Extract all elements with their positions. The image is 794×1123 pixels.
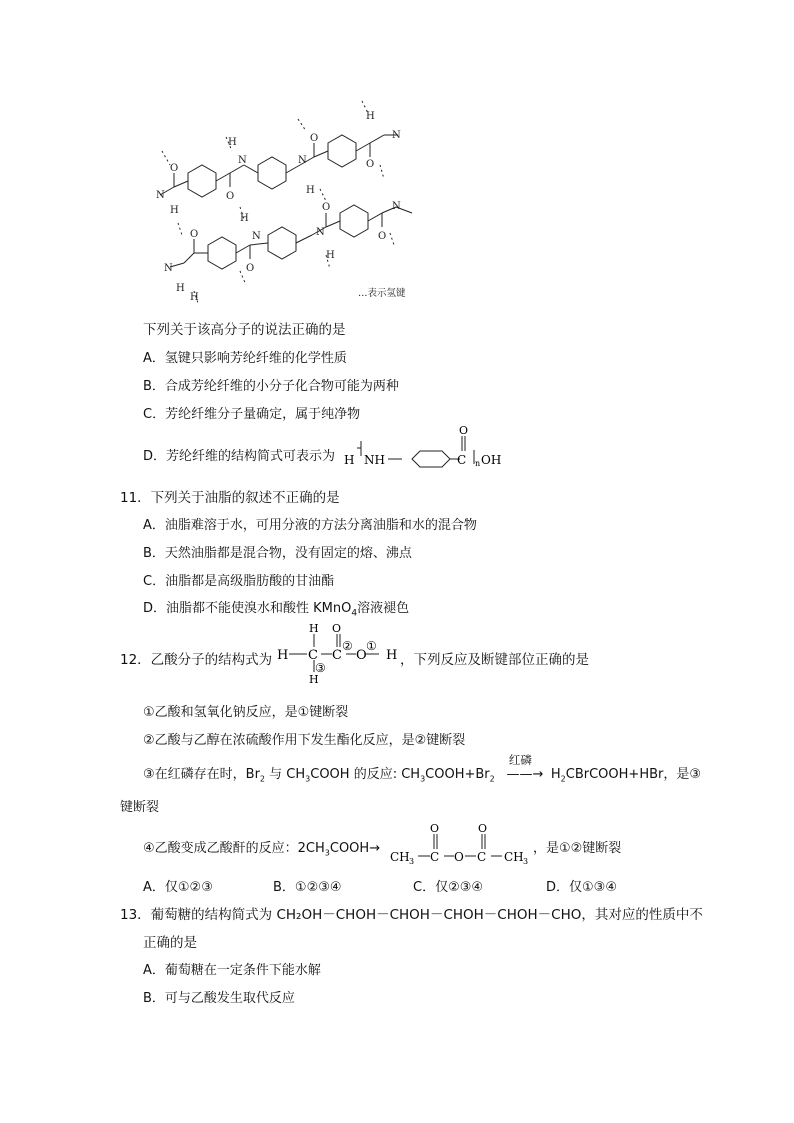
svg-text:N: N xyxy=(156,190,165,201)
aramid-structure-figure xyxy=(140,95,440,310)
q12-item-3: ③在红磷存在时，$Br_2$ 与 $CH_3COOH$ 的反应: $CH_3COOH+Br_2$ 红磷 ——→ $H_2CBrCOOH+HBr$，是③ xyxy=(143,753,702,784)
anh-c-right: C xyxy=(477,850,487,864)
q12-stem-pre: 12．乙酸分子的结构式为 xyxy=(120,652,273,668)
anh-sub-left: 3 xyxy=(409,857,415,866)
q12-item-3-b: 与 CH xyxy=(269,767,306,782)
q12-answer-c: C．仅②③④ xyxy=(413,880,484,895)
svg-text:N: N xyxy=(238,155,247,166)
q12-item-3-cont: 键断裂 xyxy=(120,800,160,815)
svg-text:H: H xyxy=(326,250,335,261)
q11-option-b: B．天然油脂都是混合物，没有固定的熔、沸点 xyxy=(143,546,412,561)
anh-sub-right: 3 xyxy=(523,857,529,866)
formula-nh: NH xyxy=(364,453,385,467)
svg-text:O: O xyxy=(190,229,199,240)
formula-c: C xyxy=(457,453,467,467)
q11-stem: 11．下列关于油脂的叙述不正确的是 xyxy=(120,490,340,506)
svg-text:N: N xyxy=(392,130,401,141)
q11-option-d-text: D．油脂都不能使溴水和酸性 KMnO xyxy=(143,601,352,616)
q13-option-a: A．葡萄糖在一定条件下能水解 xyxy=(143,963,321,978)
q13-stem: 13．葡萄糖的结构简式为 CH₂OH－CHOH－CHOH－CHOH－CHOH－CHO，其对应的性质中不 xyxy=(120,907,703,923)
struct-o-top: O xyxy=(332,622,342,635)
acetic-anhydride-structure xyxy=(388,822,536,868)
svg-text:N: N xyxy=(298,155,307,166)
struct-h-left: H xyxy=(277,648,289,663)
svg-text:H: H xyxy=(240,213,249,224)
svg-text:O: O xyxy=(366,159,375,170)
q12-item-4: ④乙酸变成乙酸酐的反应：$2CH_3COOH\to$ xyxy=(143,841,381,858)
svg-text:H: H xyxy=(170,205,179,216)
q11-option-a: A．油脂难溶于水，可用分液的方法分离油脂和水的混合物 xyxy=(143,518,477,533)
reaction-arrow: ——→ xyxy=(506,767,544,782)
q12-answer-b: B．①②③④ xyxy=(273,880,342,895)
q11-option-d xyxy=(143,597,409,619)
aramid-formula xyxy=(344,426,504,470)
svg-text:H: H xyxy=(228,137,237,148)
red-phosphorus-label: 红磷 xyxy=(508,753,532,767)
struct-o: O xyxy=(356,648,367,663)
svg-text:O: O xyxy=(378,231,387,242)
svg-text:O: O xyxy=(226,191,235,202)
anh-o-top-right: O xyxy=(478,822,488,835)
acetic-acid-structure xyxy=(276,622,402,684)
q12-item-1: ①乙酸和氢氧化钠反应，是①键断裂 xyxy=(143,705,349,720)
struct-c2: C xyxy=(332,648,342,663)
q12-item-4-post: ，是①②键断裂 xyxy=(533,841,622,856)
q12-answer-a: A．仅①②③ xyxy=(143,880,213,895)
struct-circle-3: ③ xyxy=(315,661,326,675)
formula-h: H xyxy=(344,453,355,467)
q12-answer-d: D．仅①③④ xyxy=(546,880,617,895)
struct-h-top: H xyxy=(309,622,319,635)
svg-text:O: O xyxy=(322,202,331,213)
q10-option-d: D．芳纶纤维的结构简式可表示为 xyxy=(143,449,336,464)
q12-stem-post: ，下列反应及断键部位正确的是 xyxy=(400,652,589,668)
anh-o-bridge: O xyxy=(454,850,464,864)
q10-stem: 下列关于该高分子的说法正确的是 xyxy=(143,322,346,338)
figure-legend: …表示氢键 xyxy=(358,288,406,299)
struct-c1: C xyxy=(308,648,318,663)
q11-option-d-post: 溶液褪色 xyxy=(357,601,410,616)
svg-text:H: H xyxy=(190,292,199,303)
q12-item-4-b: COOH→ xyxy=(329,841,381,856)
q10-option-b: B．合成芳纶纤维的小分子化合物可能为两种 xyxy=(143,379,399,394)
q10-option-a: A．氢键只影响芳纶纤维的化学性质 xyxy=(143,351,347,366)
q12-item-3-a: ③在红磷存在时，Br xyxy=(143,767,260,782)
q12-item-4-a: ④乙酸变成乙酸酐的反应：2CH xyxy=(143,841,325,856)
q12-item-3-c: COOH 的反应: CH xyxy=(310,767,421,782)
struct-h-bottom: H xyxy=(309,673,319,684)
q10-option-c: C．芳纶纤维分子量确定，属于纯净物 xyxy=(143,407,361,422)
svg-text:O: O xyxy=(310,133,319,144)
q12-item-3-f: CBrCOOH+HBr，是③ xyxy=(565,767,702,782)
svg-text:H: H xyxy=(306,185,315,196)
svg-text:H: H xyxy=(176,283,185,294)
anh-ch3-left: CH xyxy=(390,850,410,864)
q13-stem-cont: 正确的是 xyxy=(143,935,197,951)
struct-h-right: H xyxy=(386,648,398,663)
q11-option-d-sub: 4 xyxy=(351,608,358,619)
svg-text:H: H xyxy=(366,111,375,122)
q12-item-2: ②乙酸与乙醇在浓硫酸作用下发生酯化反应，是②键断裂 xyxy=(143,733,466,748)
anh-c-left: C xyxy=(430,850,440,864)
svg-text:N: N xyxy=(392,201,401,212)
svg-text:N: N xyxy=(316,227,325,238)
q13-option-b: B．可与乙酸发生取代反应 xyxy=(143,991,295,1006)
svg-text:N: N xyxy=(252,231,261,242)
q11-option-c: C．油脂都是高级脂肪酸的甘油酯 xyxy=(143,574,335,589)
formula-n: n xyxy=(475,459,481,468)
q12-item-3-e: H xyxy=(550,767,561,782)
struct-circle-2: ② xyxy=(342,639,353,653)
formula-oh: OH xyxy=(481,453,502,467)
svg-text:O: O xyxy=(170,163,179,174)
svg-text:O: O xyxy=(246,263,255,274)
formula-o: O xyxy=(459,426,469,437)
anh-o-top-left: O xyxy=(430,822,440,835)
anh-ch3-right: CH xyxy=(504,850,524,864)
q12-item-3-d: COOH+Br xyxy=(425,767,490,782)
struct-circle-1: ① xyxy=(366,639,377,653)
svg-text:N: N xyxy=(164,263,173,274)
